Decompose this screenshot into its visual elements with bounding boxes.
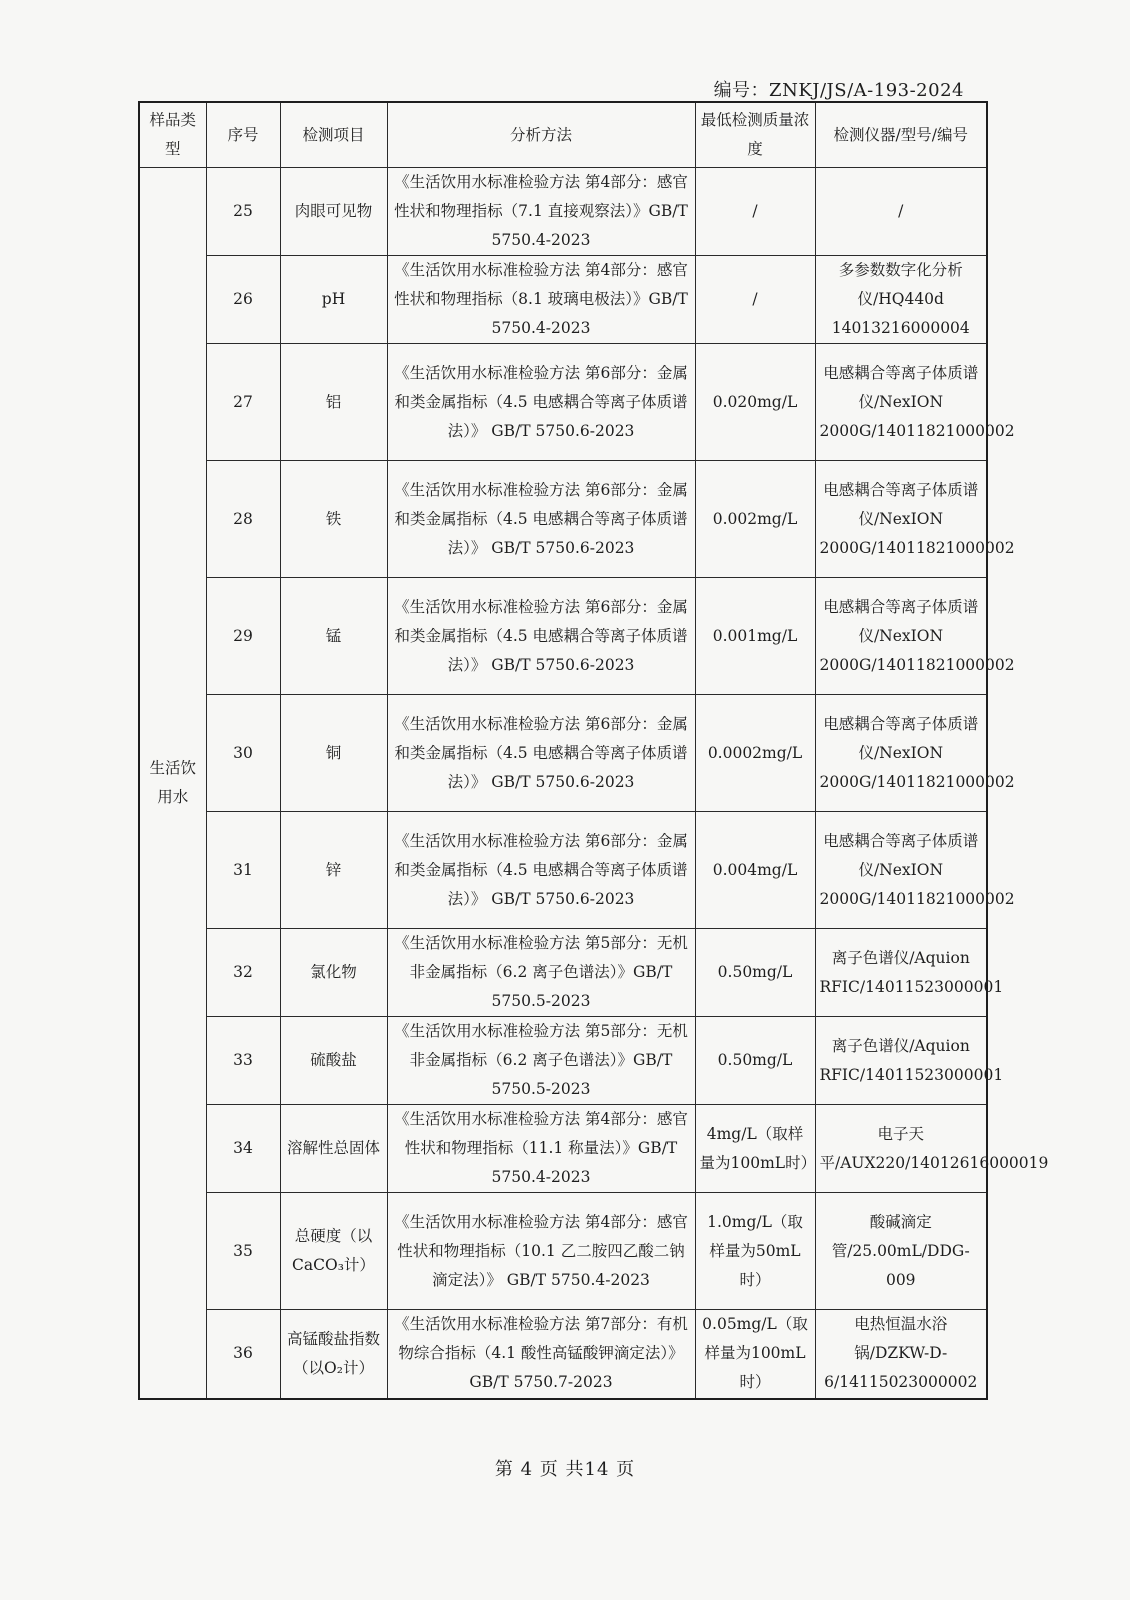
method-cell: 《生活饮用水标准检验方法 第6部分：金属和类金属指标（4.5 电感耦合等离子体质谱法）》 GB/T 5750.6-2023 [387, 344, 695, 461]
method-cell: 《生活饮用水标准检验方法 第4部分：感官性状和物理指标（7.1 直接观察法）》GB/T 5750.4-2023 [387, 168, 695, 256]
report-number: 编号：ZNKJ/JS/A-193-2024 [713, 80, 964, 101]
table-row [139, 256, 987, 344]
seq-cell: 33 [206, 1017, 280, 1105]
method-cell: 《生活饮用水标准检验方法 第7部分：有机物综合指标（4.1 酸性高锰酸钾滴定法）》GB/T 5750.7-2023 [387, 1310, 695, 1399]
instrument-cell: 离子色谱仪/Aquion RFIC/14011523000001 [815, 929, 987, 1017]
item-cell: 铝 [280, 344, 387, 461]
min-conc-cell: 0.50mg/L [695, 929, 815, 1017]
table-row [139, 578, 987, 695]
seq-cell: 34 [206, 1105, 280, 1193]
instrument-cell: 酸碱滴定管/25.00mL/DDG-009 [815, 1193, 987, 1310]
seq-cell: 29 [206, 578, 280, 695]
min-conc-cell: 0.0002mg/L [695, 695, 815, 812]
test-methods-table [138, 101, 1049, 1400]
method-cell: 《生活饮用水标准检验方法 第6部分：金属和类金属指标（4.5 电感耦合等离子体质谱法）》 GB/T 5750.6-2023 [387, 461, 695, 578]
item-cell: 硫酸盐 [280, 1017, 387, 1105]
method-cell: 《生活饮用水标准检验方法 第4部分：感官性状和物理指标（11.1 称量法）》GB/T 5750.4-2023 [387, 1105, 695, 1193]
item-cell: 铁 [280, 461, 387, 578]
min-conc-cell: 0.020mg/L [695, 344, 815, 461]
item-cell: 氯化物 [280, 929, 387, 1017]
min-conc-cell: 0.50mg/L [695, 1017, 815, 1105]
method-cell: 《生活饮用水标准检验方法 第5部分：无机非金属指标（6.2 离子色谱法）》GB/T 5750.5-2023 [387, 929, 695, 1017]
table-row [139, 344, 987, 461]
min-conc-cell: 0.05mg/L（取样量为100mL时） [695, 1310, 815, 1399]
header-min-conc: 最低检测质量浓度 [695, 102, 815, 168]
item-cell: 铜 [280, 695, 387, 812]
item-cell: pH [280, 256, 387, 344]
instrument-cell: 电感耦合等离子体质谱仪/NexION 2000G/14011821000002 [815, 578, 987, 695]
seq-cell: 26 [206, 256, 280, 344]
seq-cell: 27 [206, 344, 280, 461]
min-conc-cell: 0.001mg/L [695, 578, 815, 695]
method-cell: 《生活饮用水标准检验方法 第6部分：金属和类金属指标（4.5 电感耦合等离子体质谱法）》 GB/T 5750.6-2023 [387, 812, 695, 929]
instrument-cell: 电感耦合等离子体质谱仪/NexION 2000G/14011821000002 [815, 812, 987, 929]
table-row [139, 461, 987, 578]
method-cell: 《生活饮用水标准检验方法 第5部分：无机非金属指标（6.2 离子色谱法）》GB/T 5750.5-2023 [387, 1017, 695, 1105]
item-cell: 肉眼可见物 [280, 168, 387, 256]
seq-cell: 32 [206, 929, 280, 1017]
method-cell: 《生活饮用水标准检验方法 第4部分：感官性状和物理指标（8.1 玻璃电极法）》GB/T 5750.4-2023 [387, 256, 695, 344]
item-cell: 溶解性总固体 [280, 1105, 387, 1193]
method-cell: 《生活饮用水标准检验方法 第6部分：金属和类金属指标（4.5 电感耦合等离子体质谱法）》 GB/T 5750.6-2023 [387, 578, 695, 695]
method-cell: 《生活饮用水标准检验方法 第4部分：感官性状和物理指标（10.1 乙二胺四乙酸二钠滴定法）》 GB/T 5750.4-2023 [387, 1193, 695, 1310]
min-conc-cell: / [695, 256, 815, 344]
min-conc-cell: 1.0mg/L（取样量为50mL时） [695, 1193, 815, 1310]
item-cell: 锰 [280, 578, 387, 695]
seq-cell: 28 [206, 461, 280, 578]
item-cell: 总硬度（以CaCO₃计） [280, 1193, 387, 1310]
table-row [139, 168, 987, 256]
instrument-cell: / [815, 168, 987, 256]
min-conc-cell: 0.002mg/L [695, 461, 815, 578]
table-row [139, 695, 987, 812]
seq-cell: 31 [206, 812, 280, 929]
table-row [139, 1105, 987, 1193]
header-sample-type: 样品类型 [139, 102, 206, 168]
min-conc-cell: 0.004mg/L [695, 812, 815, 929]
table-row [139, 1017, 987, 1105]
min-conc-cell: / [695, 168, 815, 256]
table-row [139, 1193, 987, 1310]
instrument-cell: 离子色谱仪/Aquion RFIC/14011523000001 [815, 1017, 987, 1105]
sample-type-cell: 生活饮用水 [139, 168, 206, 1399]
seq-cell: 36 [206, 1310, 280, 1399]
instrument-cell: 电热恒温水浴锅/DZKW-D-6/14115023000002 [815, 1310, 987, 1399]
seq-cell: 30 [206, 695, 280, 812]
instrument-cell: 电感耦合等离子体质谱仪/NexION 2000G/14011821000002 [815, 695, 987, 812]
header-item: 检测项目 [280, 102, 387, 168]
item-cell: 锌 [280, 812, 387, 929]
item-cell: 高锰酸盐指数（以O₂计） [280, 1310, 387, 1399]
table-header-row [139, 102, 987, 168]
header-instrument: 检测仪器/型号/编号 [815, 102, 987, 168]
method-cell: 《生活饮用水标准检验方法 第6部分：金属和类金属指标（4.5 电感耦合等离子体质谱法）》 GB/T 5750.6-2023 [387, 695, 695, 812]
table-row [139, 1310, 987, 1399]
instrument-cell: 电感耦合等离子体质谱仪/NexION 2000G/14011821000002 [815, 461, 987, 578]
header-seq: 序号 [206, 102, 280, 168]
page-number: 第 4 页 共14 页 [494, 1459, 636, 1480]
instrument-cell: 电子天平/AUX220/14012616000019 [815, 1105, 987, 1193]
seq-cell: 25 [206, 168, 280, 256]
instrument-cell: 电感耦合等离子体质谱仪/NexION 2000G/14011821000002 [815, 344, 987, 461]
table-row [139, 929, 987, 1017]
header-method: 分析方法 [387, 102, 695, 168]
seq-cell: 35 [206, 1193, 280, 1310]
instrument-cell: 多参数数字化分析仪/HQ440d 14013216000004 [815, 256, 987, 344]
table-row [139, 812, 987, 929]
min-conc-cell: 4mg/L（取样量为100mL时） [695, 1105, 815, 1193]
